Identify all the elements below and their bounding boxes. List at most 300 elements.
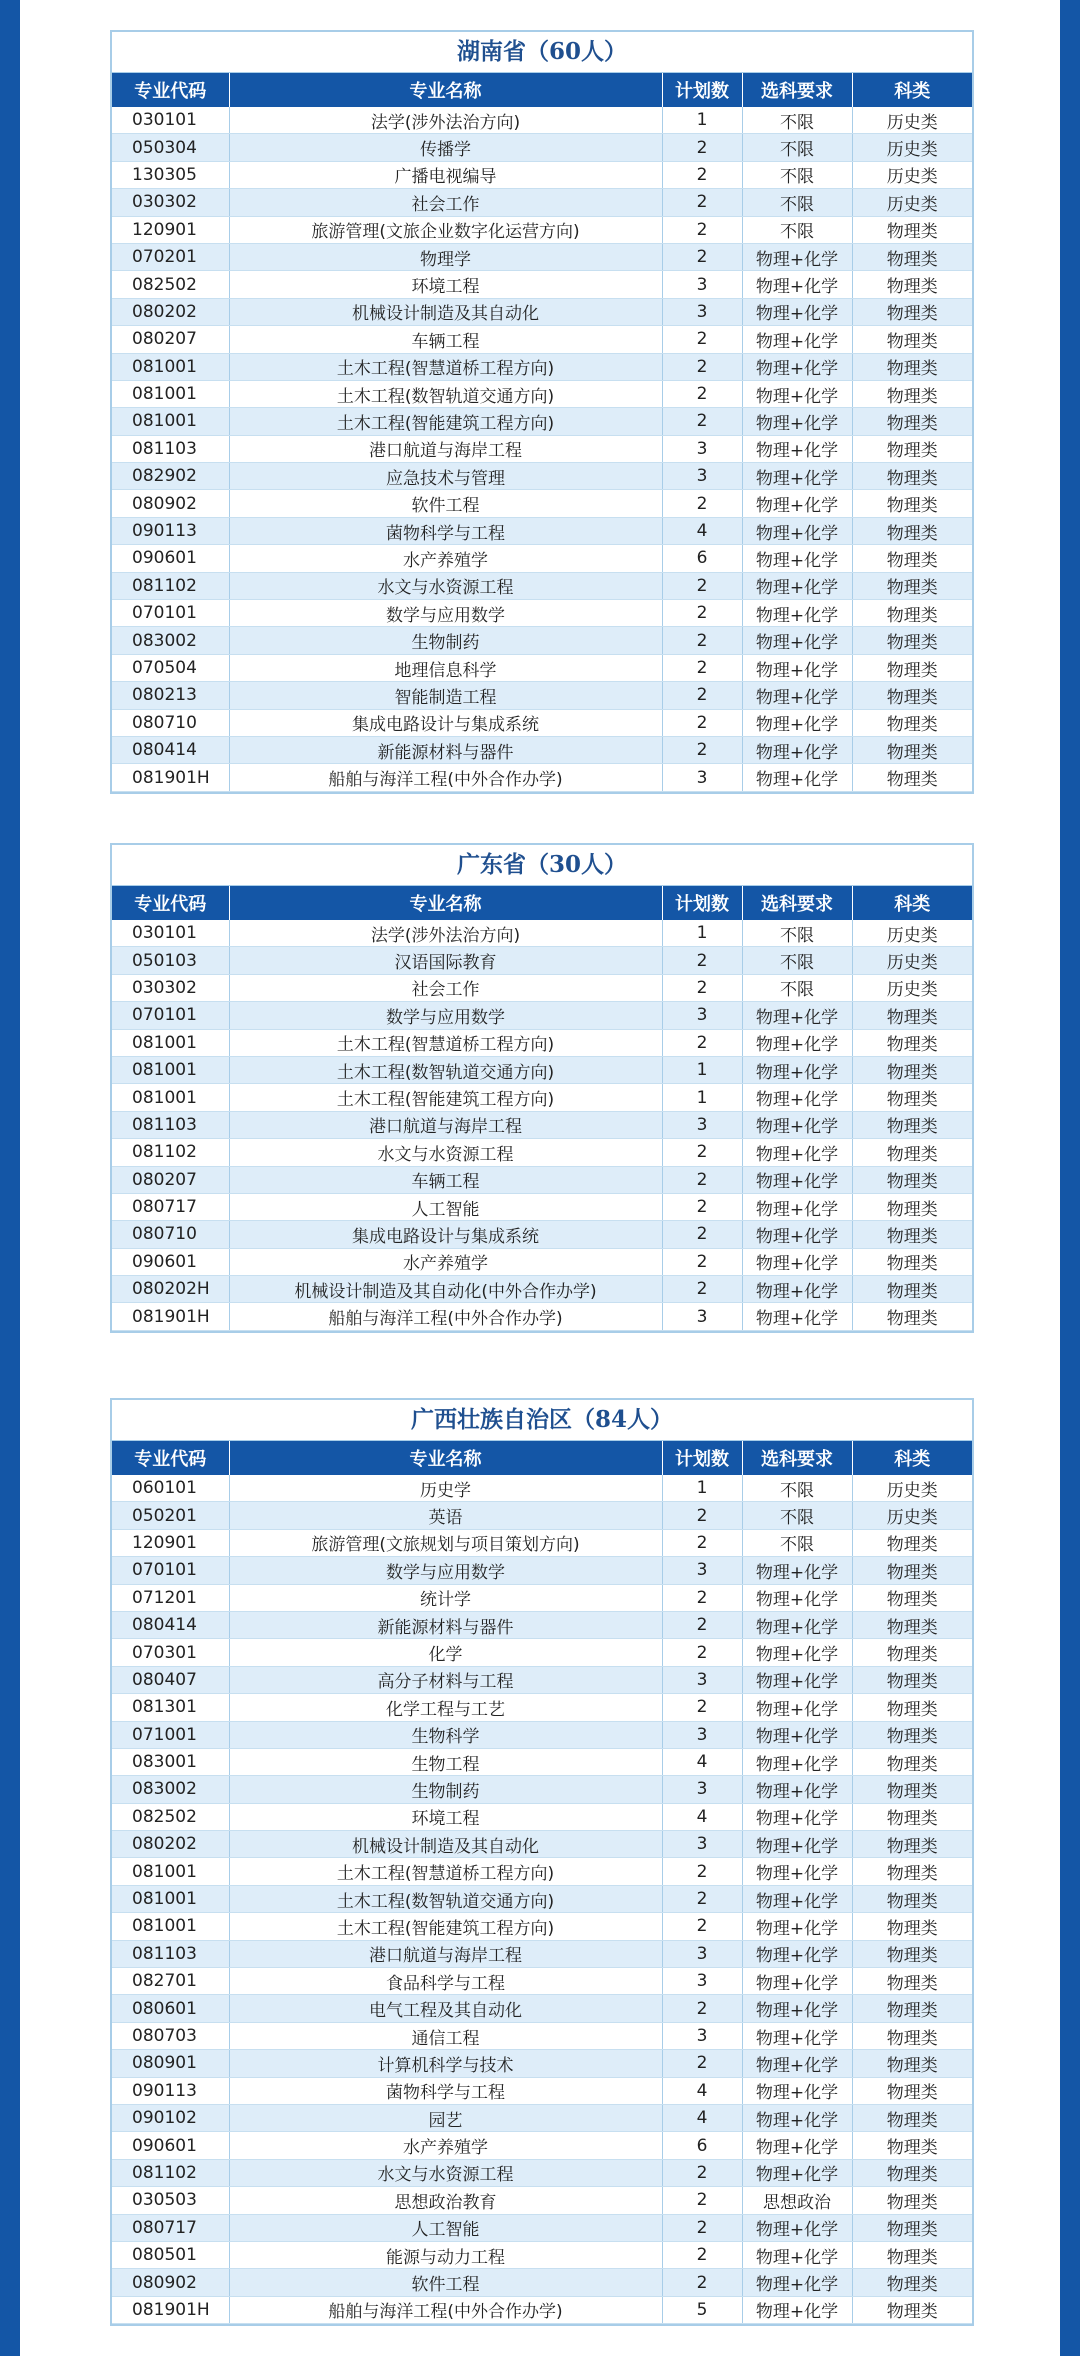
category-cell: 物理类 xyxy=(852,600,972,627)
major-code-cell: 080501 xyxy=(112,2241,229,2268)
subject-requirement-cell: 不限 xyxy=(742,1502,852,1529)
major-name-cell: 土木工程(智慧道桥工程方向) xyxy=(229,1029,662,1056)
table-row xyxy=(112,2104,972,2131)
major-code-cell: 081901H xyxy=(112,2296,229,2323)
plan-count-cell: 1 xyxy=(662,1475,742,1502)
major-code-cell: 090601 xyxy=(112,1248,229,1275)
column-header-code: 专业代码 xyxy=(112,886,229,920)
major-code-cell: 081901H xyxy=(112,764,229,791)
major-code-cell: 081001 xyxy=(112,1858,229,1885)
major-name-cell: 土木工程(智能建筑工程方向) xyxy=(229,1084,662,1111)
category-cell: 物理类 xyxy=(852,2187,972,2214)
major-name-cell: 旅游管理(文旅规划与项目策划方向) xyxy=(229,1529,662,1556)
category-cell: 物理类 xyxy=(852,764,972,791)
major-name-cell: 土木工程(数智轨道交通方向) xyxy=(229,1056,662,1083)
table-row xyxy=(112,947,972,974)
major-code-cell: 090113 xyxy=(112,2077,229,2104)
enrollment-table xyxy=(112,73,972,792)
major-name-cell: 化学工程与工艺 xyxy=(229,1694,662,1721)
plan-count-cell: 2 xyxy=(662,326,742,353)
category-cell: 物理类 xyxy=(852,1803,972,1830)
table-row xyxy=(112,1111,972,1138)
category-cell: 物理类 xyxy=(852,2214,972,2241)
category-cell: 历史类 xyxy=(852,947,972,974)
plan-count-cell: 4 xyxy=(662,1803,742,1830)
table-row xyxy=(112,2077,972,2104)
category-cell: 物理类 xyxy=(852,216,972,243)
major-name-cell: 食品科学与工程 xyxy=(229,1968,662,1995)
table-row xyxy=(112,134,972,161)
plan-count-cell: 4 xyxy=(662,2077,742,2104)
major-code-cell: 120901 xyxy=(112,1529,229,1556)
table-row xyxy=(112,1502,972,1529)
plan-count-cell: 2 xyxy=(662,1529,742,1556)
major-code-cell: 081001 xyxy=(112,408,229,435)
category-cell: 物理类 xyxy=(852,1193,972,1220)
major-code-cell: 120901 xyxy=(112,216,229,243)
category-cell: 物理类 xyxy=(852,490,972,517)
subject-requirement-cell: 物理+化学 xyxy=(742,2132,852,2159)
column-header-plan: 计划数 xyxy=(662,73,742,107)
column-header-category: 科类 xyxy=(852,1441,972,1475)
category-cell: 历史类 xyxy=(852,1502,972,1529)
major-code-cell: 070101 xyxy=(112,600,229,627)
category-cell: 物理类 xyxy=(852,1002,972,1029)
major-code-cell: 083001 xyxy=(112,1748,229,1775)
plan-count-cell: 2 xyxy=(662,1694,742,1721)
category-cell: 历史类 xyxy=(852,134,972,161)
category-cell: 物理类 xyxy=(852,709,972,736)
subject-requirement-cell: 物理+化学 xyxy=(742,1885,852,1912)
major-name-cell: 思想政治教育 xyxy=(229,2187,662,2214)
plan-count-cell: 2 xyxy=(662,1193,742,1220)
subject-requirement-cell: 物理+化学 xyxy=(742,1803,852,1830)
plan-count-cell: 3 xyxy=(662,1303,742,1330)
subject-requirement-cell: 物理+化学 xyxy=(742,353,852,380)
plan-count-cell: 2 xyxy=(662,974,742,1001)
subject-requirement-cell: 物理+化学 xyxy=(742,298,852,325)
category-cell: 物理类 xyxy=(852,1303,972,1330)
subject-requirement-cell: 物理+化学 xyxy=(742,463,852,490)
category-cell: 物理类 xyxy=(852,298,972,325)
major-code-cell: 081301 xyxy=(112,1694,229,1721)
column-header-subject: 选科要求 xyxy=(742,73,852,107)
table-row xyxy=(112,298,972,325)
major-name-cell: 机械设计制造及其自动化(中外合作办学) xyxy=(229,1276,662,1303)
major-code-cell: 080202H xyxy=(112,1276,229,1303)
major-code-cell: 080414 xyxy=(112,736,229,763)
category-cell: 物理类 xyxy=(852,2241,972,2268)
subject-requirement-cell: 物理+化学 xyxy=(742,1111,852,1138)
major-code-cell: 083002 xyxy=(112,627,229,654)
major-name-cell: 新能源材料与器件 xyxy=(229,1611,662,1638)
category-cell: 物理类 xyxy=(852,1748,972,1775)
table-row xyxy=(112,380,972,407)
major-code-cell: 081103 xyxy=(112,1111,229,1138)
category-cell: 物理类 xyxy=(852,2104,972,2131)
plan-count-cell: 2 xyxy=(662,709,742,736)
subject-requirement-cell: 物理+化学 xyxy=(742,2296,852,2323)
subject-requirement-cell: 物理+化学 xyxy=(742,1721,852,1748)
major-code-cell: 030302 xyxy=(112,189,229,216)
category-cell: 物理类 xyxy=(852,353,972,380)
major-name-cell: 园艺 xyxy=(229,2104,662,2131)
subject-requirement-cell: 物理+化学 xyxy=(742,1276,852,1303)
major-code-cell: 080710 xyxy=(112,709,229,736)
category-cell: 物理类 xyxy=(852,2132,972,2159)
subject-requirement-cell: 不限 xyxy=(742,1475,852,1502)
table-row xyxy=(112,1221,972,1248)
category-cell: 物理类 xyxy=(852,1248,972,1275)
category-cell: 物理类 xyxy=(852,1276,972,1303)
subject-requirement-cell: 物理+化学 xyxy=(742,1748,852,1775)
major-name-cell: 数学与应用数学 xyxy=(229,600,662,627)
plan-count-cell: 1 xyxy=(662,920,742,947)
table-row xyxy=(112,2269,972,2296)
left-border-bar xyxy=(0,0,20,2356)
major-code-cell: 050201 xyxy=(112,1502,229,1529)
major-code-cell: 030302 xyxy=(112,974,229,1001)
subject-requirement-cell: 物理+化学 xyxy=(742,1084,852,1111)
major-name-cell: 法学(涉外法治方向) xyxy=(229,920,662,947)
table-header-row xyxy=(112,886,972,920)
category-cell: 物理类 xyxy=(852,1084,972,1111)
table-row xyxy=(112,435,972,462)
major-name-cell: 土木工程(数智轨道交通方向) xyxy=(229,380,662,407)
plan-count-cell: 3 xyxy=(662,1831,742,1858)
table-row xyxy=(112,1303,972,1330)
major-code-cell: 090601 xyxy=(112,2132,229,2159)
major-name-cell: 环境工程 xyxy=(229,271,662,298)
major-code-cell: 081102 xyxy=(112,2159,229,2186)
subject-requirement-cell: 物理+化学 xyxy=(742,1666,852,1693)
subject-requirement-cell: 物理+化学 xyxy=(742,1639,852,1666)
major-code-cell: 080901 xyxy=(112,2050,229,2077)
major-name-cell: 水产养殖学 xyxy=(229,545,662,572)
major-name-cell: 机械设计制造及其自动化 xyxy=(229,1831,662,1858)
subject-requirement-cell: 物理+化学 xyxy=(742,2241,852,2268)
major-code-cell: 081103 xyxy=(112,1940,229,1967)
major-name-cell: 菌物科学与工程 xyxy=(229,2077,662,2104)
major-name-cell: 环境工程 xyxy=(229,1803,662,1830)
subject-requirement-cell: 物理+化学 xyxy=(742,271,852,298)
category-cell: 物理类 xyxy=(852,1940,972,1967)
major-name-cell: 数学与应用数学 xyxy=(229,1002,662,1029)
table-header-row xyxy=(112,1441,972,1475)
major-name-cell: 化学 xyxy=(229,1639,662,1666)
column-header-subject: 选科要求 xyxy=(742,886,852,920)
major-code-cell: 030503 xyxy=(112,2187,229,2214)
subject-requirement-cell: 物理+化学 xyxy=(742,1166,852,1193)
major-name-cell: 土木工程(智慧道桥工程方向) xyxy=(229,353,662,380)
category-cell: 物理类 xyxy=(852,1584,972,1611)
category-cell: 物理类 xyxy=(852,1639,972,1666)
category-cell: 物理类 xyxy=(852,408,972,435)
plan-count-cell: 2 xyxy=(662,1995,742,2022)
column-header-name: 专业名称 xyxy=(229,73,662,107)
major-code-cell: 081901H xyxy=(112,1303,229,1330)
plan-count-cell: 1 xyxy=(662,1056,742,1083)
major-code-cell: 080207 xyxy=(112,326,229,353)
plan-count-cell: 3 xyxy=(662,1111,742,1138)
table-row xyxy=(112,1248,972,1275)
subject-requirement-cell: 物理+化学 xyxy=(742,1056,852,1083)
column-header-subject: 选科要求 xyxy=(742,1441,852,1475)
category-cell: 物理类 xyxy=(852,2269,972,2296)
major-name-cell: 水文与水资源工程 xyxy=(229,1139,662,1166)
major-code-cell: 080710 xyxy=(112,1221,229,1248)
table-row xyxy=(112,1913,972,1940)
subject-requirement-cell: 物理+化学 xyxy=(742,408,852,435)
subject-requirement-cell: 不限 xyxy=(742,947,852,974)
subject-requirement-cell: 物理+化学 xyxy=(742,243,852,270)
table-row xyxy=(112,1139,972,1166)
major-code-cell: 081001 xyxy=(112,1913,229,1940)
category-cell: 物理类 xyxy=(852,517,972,544)
category-cell: 物理类 xyxy=(852,1858,972,1885)
major-name-cell: 通信工程 xyxy=(229,2022,662,2049)
major-name-cell: 高分子材料与工程 xyxy=(229,1666,662,1693)
subject-requirement-cell: 物理+化学 xyxy=(742,682,852,709)
table-row xyxy=(112,1803,972,1830)
plan-count-cell: 2 xyxy=(662,947,742,974)
major-name-cell: 旅游管理(文旅企业数字化运营方向) xyxy=(229,216,662,243)
plan-count-cell: 2 xyxy=(662,2159,742,2186)
major-code-cell: 081102 xyxy=(112,1139,229,1166)
table-row xyxy=(112,2132,972,2159)
major-code-cell: 071001 xyxy=(112,1721,229,1748)
province-section xyxy=(110,1398,974,2326)
plan-count-cell: 2 xyxy=(662,1029,742,1056)
major-code-cell: 081001 xyxy=(112,1885,229,1912)
category-cell: 物理类 xyxy=(852,1968,972,1995)
major-name-cell: 社会工作 xyxy=(229,974,662,1001)
category-cell: 物理类 xyxy=(852,1529,972,1556)
province-section xyxy=(110,30,974,794)
major-name-cell: 软件工程 xyxy=(229,490,662,517)
category-cell: 物理类 xyxy=(852,572,972,599)
subject-requirement-cell: 物理+化学 xyxy=(742,490,852,517)
subject-requirement-cell: 物理+化学 xyxy=(742,517,852,544)
subject-requirement-cell: 物理+化学 xyxy=(742,1611,852,1638)
major-name-cell: 能源与动力工程 xyxy=(229,2241,662,2268)
major-code-cell: 080703 xyxy=(112,2022,229,2049)
category-cell: 物理类 xyxy=(852,326,972,353)
table-row xyxy=(112,1029,972,1056)
subject-requirement-cell: 不限 xyxy=(742,216,852,243)
section-title: 湖南省（60人） xyxy=(112,32,972,73)
subject-requirement-cell: 物理+化学 xyxy=(742,1002,852,1029)
plan-count-cell: 2 xyxy=(662,353,742,380)
table-row xyxy=(112,107,972,134)
table-row xyxy=(112,1666,972,1693)
plan-count-cell: 6 xyxy=(662,2132,742,2159)
table-row xyxy=(112,1639,972,1666)
major-code-cell: 082502 xyxy=(112,1803,229,1830)
column-header-name: 专业名称 xyxy=(229,886,662,920)
table-row xyxy=(112,490,972,517)
category-cell: 物理类 xyxy=(852,243,972,270)
plan-count-cell: 3 xyxy=(662,435,742,462)
subject-requirement-cell: 物理+化学 xyxy=(742,2269,852,2296)
major-name-cell: 水产养殖学 xyxy=(229,1248,662,1275)
plan-count-cell: 3 xyxy=(662,1666,742,1693)
major-name-cell: 汉语国际教育 xyxy=(229,947,662,974)
major-name-cell: 土木工程(智能建筑工程方向) xyxy=(229,1913,662,1940)
section-title: 广东省（30人） xyxy=(112,845,972,886)
category-cell: 物理类 xyxy=(852,380,972,407)
major-code-cell: 071201 xyxy=(112,1584,229,1611)
major-code-cell: 070301 xyxy=(112,1639,229,1666)
category-cell: 历史类 xyxy=(852,107,972,134)
major-code-cell: 050304 xyxy=(112,134,229,161)
category-cell: 物理类 xyxy=(852,1831,972,1858)
category-cell: 物理类 xyxy=(852,1694,972,1721)
subject-requirement-cell: 不限 xyxy=(742,974,852,1001)
plan-count-cell: 2 xyxy=(662,736,742,763)
major-code-cell: 081001 xyxy=(112,1056,229,1083)
enrollment-table xyxy=(112,1441,972,2324)
subject-requirement-cell: 物理+化学 xyxy=(742,2077,852,2104)
major-code-cell: 090102 xyxy=(112,2104,229,2131)
table-row xyxy=(112,682,972,709)
subject-requirement-cell: 思想政治 xyxy=(742,2187,852,2214)
table-row xyxy=(112,1940,972,1967)
major-code-cell: 081103 xyxy=(112,435,229,462)
subject-requirement-cell: 物理+化学 xyxy=(742,654,852,681)
major-code-cell: 090113 xyxy=(112,517,229,544)
table-row xyxy=(112,161,972,188)
major-code-cell: 080902 xyxy=(112,2269,229,2296)
table-row xyxy=(112,709,972,736)
plan-count-cell: 2 xyxy=(662,1276,742,1303)
major-code-cell: 130305 xyxy=(112,161,229,188)
major-code-cell: 060101 xyxy=(112,1475,229,1502)
subject-requirement-cell: 物理+化学 xyxy=(742,572,852,599)
major-code-cell: 070101 xyxy=(112,1002,229,1029)
plan-count-cell: 2 xyxy=(662,189,742,216)
subject-requirement-cell: 物理+化学 xyxy=(742,1995,852,2022)
category-cell: 物理类 xyxy=(852,2296,972,2323)
category-cell: 物理类 xyxy=(852,271,972,298)
major-name-cell: 水产养殖学 xyxy=(229,2132,662,2159)
table-row xyxy=(112,1475,972,1502)
category-cell: 物理类 xyxy=(852,682,972,709)
major-code-cell: 080902 xyxy=(112,490,229,517)
plan-count-cell: 2 xyxy=(662,1139,742,1166)
plan-count-cell: 2 xyxy=(662,572,742,599)
major-code-cell: 080202 xyxy=(112,1831,229,1858)
table-row xyxy=(112,408,972,435)
plan-count-cell: 3 xyxy=(662,2022,742,2049)
subject-requirement-cell: 不限 xyxy=(742,1529,852,1556)
plan-count-cell: 3 xyxy=(662,1721,742,1748)
table-row xyxy=(112,2296,972,2323)
subject-requirement-cell: 物理+化学 xyxy=(742,1831,852,1858)
category-cell: 物理类 xyxy=(852,654,972,681)
category-cell: 历史类 xyxy=(852,974,972,1001)
section-title: 广西壮族自治区（84人） xyxy=(112,1400,972,1441)
plan-count-cell: 2 xyxy=(662,1858,742,1885)
category-cell: 物理类 xyxy=(852,1995,972,2022)
table-row xyxy=(112,1276,972,1303)
major-name-cell: 车辆工程 xyxy=(229,1166,662,1193)
subject-requirement-cell: 物理+化学 xyxy=(742,2214,852,2241)
category-cell: 物理类 xyxy=(852,1111,972,1138)
category-cell: 物理类 xyxy=(852,1776,972,1803)
major-name-cell: 港口航道与海岸工程 xyxy=(229,1111,662,1138)
subject-requirement-cell: 物理+化学 xyxy=(742,1584,852,1611)
plan-count-cell: 4 xyxy=(662,517,742,544)
major-code-cell: 050103 xyxy=(112,947,229,974)
subject-requirement-cell: 不限 xyxy=(742,107,852,134)
subject-requirement-cell: 物理+化学 xyxy=(742,326,852,353)
major-name-cell: 集成电路设计与集成系统 xyxy=(229,1221,662,1248)
table-row xyxy=(112,1858,972,1885)
major-code-cell: 082902 xyxy=(112,463,229,490)
plan-count-cell: 2 xyxy=(662,1913,742,1940)
category-cell: 物理类 xyxy=(852,1029,972,1056)
major-name-cell: 船舶与海洋工程(中外合作办学) xyxy=(229,1303,662,1330)
subject-requirement-cell: 物理+化学 xyxy=(742,627,852,654)
table-row xyxy=(112,2022,972,2049)
table-row xyxy=(112,1166,972,1193)
plan-count-cell: 2 xyxy=(662,1221,742,1248)
table-row xyxy=(112,1694,972,1721)
major-code-cell: 081001 xyxy=(112,1084,229,1111)
plan-count-cell: 3 xyxy=(662,271,742,298)
major-name-cell: 软件工程 xyxy=(229,2269,662,2296)
major-name-cell: 英语 xyxy=(229,1502,662,1529)
major-code-cell: 080202 xyxy=(112,298,229,325)
table-row xyxy=(112,2241,972,2268)
plan-count-cell: 2 xyxy=(662,243,742,270)
column-header-name: 专业名称 xyxy=(229,1441,662,1475)
table-row xyxy=(112,463,972,490)
category-cell: 物理类 xyxy=(852,2022,972,2049)
major-name-cell: 船舶与海洋工程(中外合作办学) xyxy=(229,764,662,791)
major-name-cell: 广播电视编导 xyxy=(229,161,662,188)
table-row xyxy=(112,736,972,763)
table-row xyxy=(112,1885,972,1912)
plan-count-cell: 2 xyxy=(662,2187,742,2214)
plan-count-cell: 4 xyxy=(662,1748,742,1775)
major-name-cell: 电气工程及其自动化 xyxy=(229,1995,662,2022)
subject-requirement-cell: 物理+化学 xyxy=(742,1029,852,1056)
plan-count-cell: 2 xyxy=(662,1639,742,1666)
major-code-cell: 070504 xyxy=(112,654,229,681)
table-row xyxy=(112,1584,972,1611)
category-cell: 物理类 xyxy=(852,1166,972,1193)
plan-count-cell: 2 xyxy=(662,1584,742,1611)
plan-count-cell: 2 xyxy=(662,408,742,435)
table-row xyxy=(112,920,972,947)
table-row xyxy=(112,545,972,572)
category-cell: 物理类 xyxy=(852,1611,972,1638)
major-code-cell: 080207 xyxy=(112,1166,229,1193)
table-row xyxy=(112,189,972,216)
major-name-cell: 社会工作 xyxy=(229,189,662,216)
major-name-cell: 生物工程 xyxy=(229,1748,662,1775)
table-row xyxy=(112,1193,972,1220)
major-name-cell: 菌物科学与工程 xyxy=(229,517,662,544)
plan-count-cell: 5 xyxy=(662,2296,742,2323)
major-name-cell: 水文与水资源工程 xyxy=(229,2159,662,2186)
table-row xyxy=(112,216,972,243)
subject-requirement-cell: 物理+化学 xyxy=(742,2050,852,2077)
table-header-row xyxy=(112,73,972,107)
category-cell: 物理类 xyxy=(852,1885,972,1912)
